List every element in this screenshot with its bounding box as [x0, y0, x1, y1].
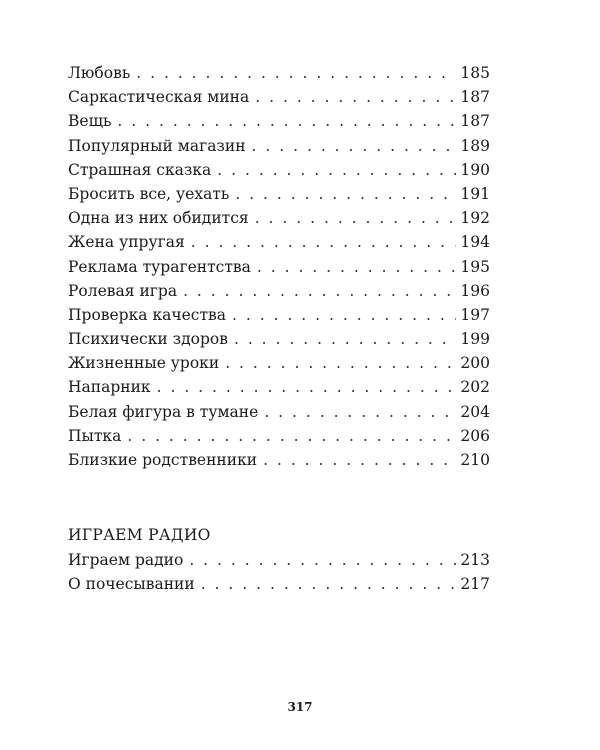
toc-entry-page: 187 — [460, 88, 490, 107]
section-heading: ИГРАЕМ РАДИО — [68, 526, 211, 544]
dot-leader — [263, 448, 456, 472]
toc-entry-title: Страшная сказка — [68, 160, 212, 179]
toc-entry-page: 196 — [460, 281, 490, 300]
toc-entry-title: Близкие родственники — [68, 451, 258, 469]
toc-entry — [68, 134, 490, 158]
toc-entry-page: 195 — [460, 257, 490, 276]
toc-entry — [68, 351, 490, 375]
dot-leader — [217, 158, 456, 182]
dot-leader — [127, 424, 456, 448]
toc-entry — [68, 400, 490, 424]
toc-entry-title: Психически здоров — [68, 330, 228, 349]
toc-entry-page: 217 — [460, 575, 490, 594]
dot-leader — [191, 230, 457, 254]
toc-entry-page: 194 — [460, 233, 490, 252]
toc-entry-title: Одна из них обидится — [68, 209, 249, 228]
toc-entry-title: Напарник — [68, 378, 151, 397]
dot-leader — [183, 279, 456, 303]
toc-entry — [68, 206, 490, 230]
toc-list-part1 — [68, 61, 490, 472]
dot-leader — [255, 85, 456, 109]
toc-entry-page: 213 — [460, 551, 490, 569]
toc-entry — [68, 548, 490, 572]
toc-entry-title: Играем радио — [68, 551, 184, 569]
toc-entry-title: О почесывании — [68, 575, 195, 594]
dot-leader — [252, 134, 457, 158]
dot-leader — [264, 400, 456, 424]
toc-entry — [68, 448, 490, 472]
toc-entry — [68, 182, 490, 206]
toc-entry-title: Жена упругая — [68, 233, 185, 252]
toc-entry-title: Белая фигура в тумане — [68, 402, 259, 421]
page-number: 317 — [287, 700, 313, 714]
toc-entry — [68, 255, 490, 279]
dot-leader — [257, 255, 457, 279]
toc-entry-title: Реклама турагентства — [68, 257, 251, 276]
toc-entry-page: 189 — [460, 136, 490, 155]
toc-entry-page: 202 — [460, 378, 490, 397]
toc-entry — [68, 303, 490, 327]
dot-leader — [225, 351, 456, 375]
toc-entry-page: 185 — [460, 64, 490, 82]
dot-leader — [117, 109, 456, 133]
toc-entry-title: Вещь — [68, 112, 112, 131]
toc-entry — [68, 424, 490, 448]
toc-entry-title: Бросить все, уехать — [68, 184, 230, 203]
toc-entry-page: 191 — [460, 184, 490, 203]
toc-list-part2 — [68, 548, 490, 596]
dot-leader — [157, 375, 457, 399]
toc-entry-page: 187 — [460, 112, 490, 131]
toc-entry — [68, 572, 490, 596]
dot-leader — [232, 303, 456, 327]
dot-leader — [189, 548, 456, 572]
toc-entry-page: 204 — [460, 402, 490, 421]
dot-leader — [136, 61, 456, 85]
toc-entry-page: 197 — [460, 305, 490, 324]
toc-entry — [68, 158, 490, 182]
toc-entry — [68, 279, 490, 303]
toc-entry — [68, 109, 490, 133]
toc-entry-page: 199 — [460, 330, 490, 349]
toc-entry — [68, 230, 490, 254]
dot-leader — [234, 327, 456, 351]
toc-entry-page: 192 — [460, 209, 490, 228]
toc-entry-title: Любовь — [68, 64, 131, 82]
dot-leader — [235, 182, 456, 206]
toc-entry-page: 200 — [460, 354, 490, 373]
toc-entry — [68, 85, 490, 109]
toc-entry-title: Саркастическая мина — [68, 88, 250, 107]
toc-entry-page: 190 — [460, 160, 490, 179]
dot-leader — [255, 206, 457, 230]
toc-entry-title: Жизненные уроки — [68, 354, 220, 373]
toc-entry — [68, 375, 490, 399]
toc-entry-title: Пытка — [68, 426, 122, 445]
toc-entry-title: Ролевая игра — [68, 281, 178, 300]
dot-leader — [201, 572, 457, 596]
toc-entry-page: 210 — [460, 451, 490, 469]
toc-entry — [68, 61, 490, 85]
toc-entry — [68, 327, 490, 351]
toc-entry-title: Популярный магазин — [68, 136, 246, 155]
toc-entry-title: Проверка качества — [68, 305, 227, 324]
toc-entry-page: 206 — [460, 426, 490, 445]
